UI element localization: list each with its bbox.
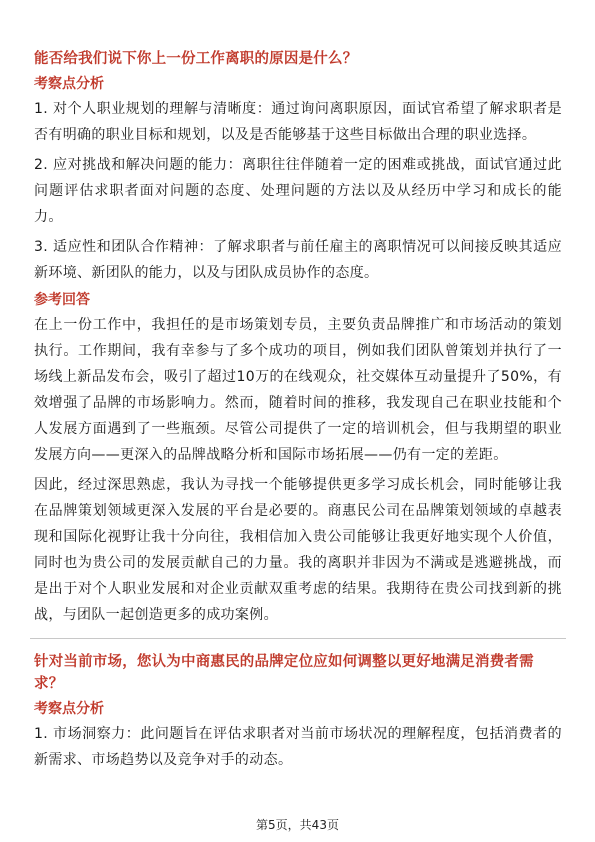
analysis-point: 2. 应对挑战和解决问题的能力：离职往往伴随着一定的困难或挑战，面试官通过此问题评估求职者面对问题的态度、处理问题的方法以及从经历中学习和成长的能力。 — [34, 157, 562, 225]
answer-paragraph: 因此，经过深思熟虑，我认为寻找一个能够提供更多学习成长机会，同时能够让我在品牌策划领域更深入发展的平台是必要的。商惠民公司在品牌策划领域的卓越表现和国际化视野让我十分向往，我相信加入贵公司能够让我更好地实现个人价值，同时也为贵公司的发展贡献自己的力量。我的离职并非因为不满或是逃避挑战，而是出于对个人职业发展和对企业贡献双重考虑的结果。我期待在贵公司找到新的挑战，与团队一起创造更多的成功案例。 — [34, 477, 562, 623]
analysis-point: 1. 市场洞察力：此问题旨在评估求职者对当前市场状况的理解程度，包括消费者的新需求、市场趋势以及竞争对手的动态。 — [34, 726, 562, 768]
answer-heading: 参考回答 — [34, 292, 90, 308]
document-page — [34, 42, 562, 777]
analysis-heading: 考察点分析 — [34, 76, 104, 92]
section-divider — [30, 638, 566, 639]
analysis-point: 3. 适应性和团队合作精神：了解求职者与前任雇主的离职情况可以间接反映其适应新环境、新团队的能力，以及与团队成员协作的态度。 — [34, 239, 562, 281]
answer-paragraph: 在上一份工作中，我担任的是市场策划专员，主要负责品牌推广和市场活动的策划执行。工作期间，我有幸参与了多个成功的项目，例如我们团队曾策划并执行了一场线上新品发布会，吸引了超过10万的在线观众，社交媒体互动量提升了50%，有效增强了品牌的市场影响力。然而，随着时间的推移，我发现自己在职业技能和个人发展方面遇到了一些瓶颈。尽管公司提供了一定的培训机会，但与我期望的职业发展方向——更深入的品牌战略分析和国际市场拓展——仍有一定的差距。 — [34, 317, 562, 463]
analysis-point: 1. 对个人职业规划的理解与清晰度：通过询问离职原因，面试官希望了解求职者是否有明确的职业目标和规划，以及是否能够基于这些目标做出合理的职业选择。 — [34, 101, 562, 143]
qa-section-2 — [34, 651, 562, 773]
question-heading: 能否给我们说下你上一份工作离职的原因是什么？ — [34, 51, 358, 67]
question-heading: 针对当前市场，您认为中商惠民的品牌定位应如何调整以更好地满足消费者需求？ — [34, 654, 534, 692]
qa-section-1 — [34, 48, 562, 628]
page-number: 第5页，共43页 — [256, 818, 339, 832]
analysis-heading: 考察点分析 — [34, 701, 104, 717]
